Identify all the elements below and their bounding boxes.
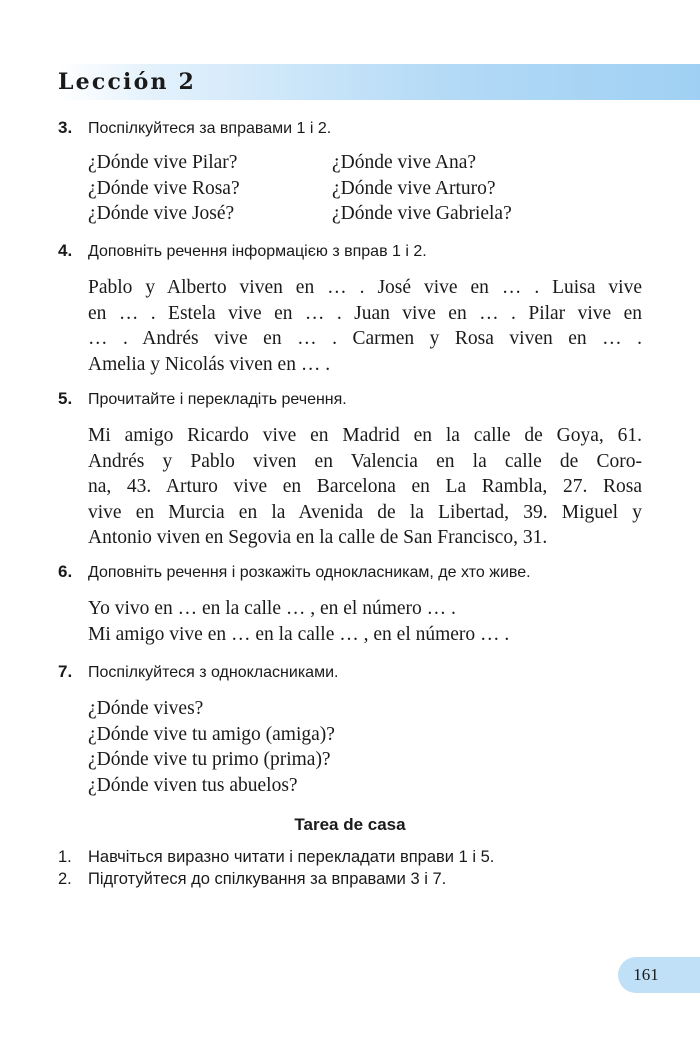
homework-item-text: Навчіться виразно читати і перекладати вправи 1 і 5. xyxy=(88,848,495,866)
text-line: ¿Dónde vive tu primo (prima)? xyxy=(88,749,331,771)
exercise-number: 7. xyxy=(58,662,73,681)
exercise-number: 6. xyxy=(58,562,73,581)
exercise-instruction: Поспілкуйтеся з однокласниками. xyxy=(88,664,339,681)
text-line: Amelia y Nicolás viven en … . xyxy=(88,353,331,375)
exercise-number: 4. xyxy=(58,241,73,260)
text-line: ¿Dónde vives? xyxy=(88,698,204,719)
text-line: Andrés y Pablo viven en Valencia en la calle de Coro- xyxy=(88,450,642,472)
homework-item-number: 1. xyxy=(58,848,72,866)
exercise-5 xyxy=(58,389,642,551)
text-line: Yo vivo en … en la calle … , en el número … . xyxy=(88,598,456,619)
exercise-6 xyxy=(58,562,642,647)
text-line: en … . Estela vive en … . Juan vive en … . Pilar vive en xyxy=(88,302,642,324)
exercise-text xyxy=(88,275,642,377)
text-line: ¿Dónde viven tus abuelos? xyxy=(88,774,298,796)
homework-list xyxy=(58,846,494,890)
exercise-instruction: Прочитайте і перекладіть речення. xyxy=(88,391,347,408)
homework-item-text: Підготуйтеся до спілкування за вправами 3 і 7. xyxy=(88,870,447,888)
exercise-4 xyxy=(58,241,642,377)
question: ¿Dónde vive Gabriela? xyxy=(332,203,512,225)
question: ¿Dónde vive Rosa? xyxy=(88,177,240,199)
lesson-title: Lección 2 xyxy=(58,69,197,95)
text-line: Mi amigo Ricardo vive en Madrid en la calle de Goya, 61. xyxy=(88,425,642,446)
page-number: 161 xyxy=(633,965,659,984)
question: ¿Dónde vive Arturo? xyxy=(332,177,496,199)
exercise-text xyxy=(88,596,642,647)
exercise-instruction: Доповніть речення і розкажіть однокласникам, де хто живе. xyxy=(88,564,531,581)
text-line: na, 43. Arturo vive en Barcelona en La Rambla, 27. Rosa xyxy=(88,476,642,498)
exercise-number: 3. xyxy=(58,118,73,137)
exercise-number: 5. xyxy=(58,389,73,408)
exercise-instruction: Поспілкуйтеся за вправами 1 і 2. xyxy=(88,120,332,137)
text-line: Antonio viven en Segovia en la calle de San Francisco, 31. xyxy=(88,527,548,549)
question: ¿Dónde vive Pilar? xyxy=(88,152,238,173)
homework-item xyxy=(58,868,494,890)
exercise-7 xyxy=(58,662,642,798)
exercise-text xyxy=(88,696,642,798)
text-line: ¿Dónde vive tu amigo (amiga)? xyxy=(88,723,335,745)
exercise-3 xyxy=(58,118,642,227)
question-grid xyxy=(88,150,642,227)
text-line: … . Andrés vive en … . Carmen y Rosa viven en … . xyxy=(88,328,642,350)
homework-item xyxy=(58,846,494,868)
homework-item-number: 2. xyxy=(58,870,72,888)
exercise-instruction: Доповніть речення інформацією з вправ 1 і 2. xyxy=(88,243,427,260)
text-line: Pablo y Alberto viven en … . José vive en … . Luisa vive xyxy=(88,277,642,298)
text-line: Mi amigo vive en … en la calle … , en el número … . xyxy=(88,623,510,645)
text-line: vive en Murcia en la Avenida de la Libertad, 39. Miguel y xyxy=(88,501,642,523)
question: ¿Dónde vive Ana? xyxy=(332,152,477,173)
question: ¿Dónde vive José? xyxy=(88,203,235,225)
homework-title: Tarea de casa xyxy=(294,815,406,834)
exercise-text xyxy=(88,423,642,551)
